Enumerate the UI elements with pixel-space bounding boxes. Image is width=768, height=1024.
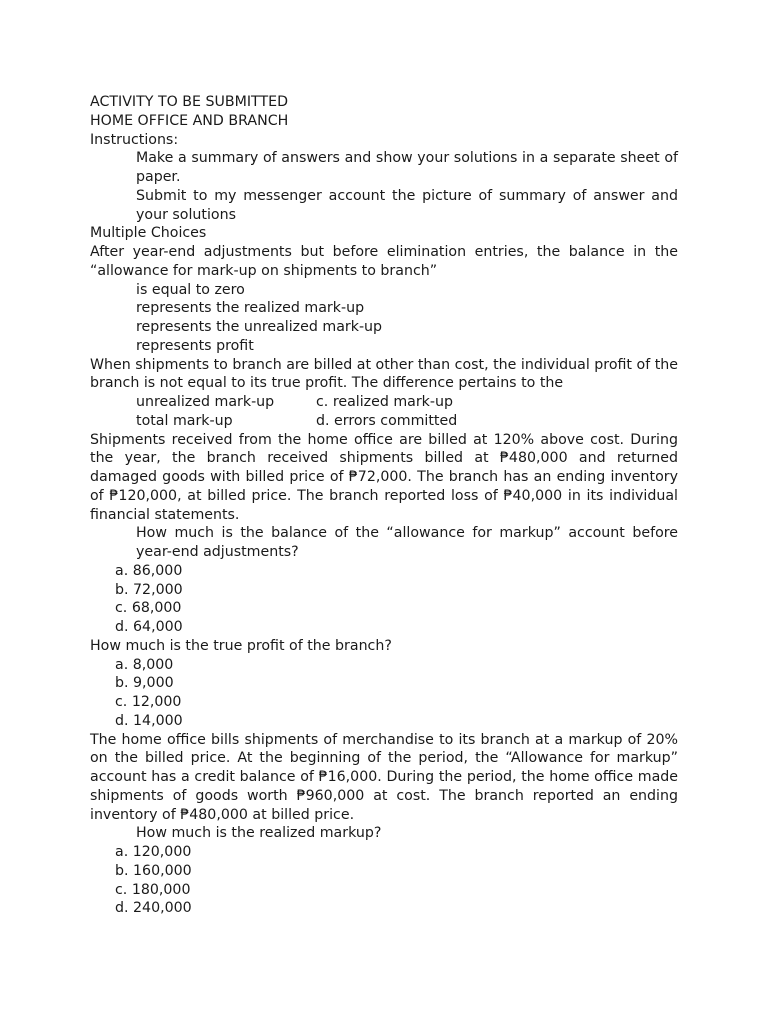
answer-option: represents the realized mark-up — [136, 300, 365, 317]
answer-option: b. 160,000 — [115, 862, 192, 879]
answer-option: a. 86,000 — [115, 562, 183, 579]
answer-option: represents the unrealized mark-up — [136, 319, 383, 335]
answer-option: b. 9,000 — [115, 675, 174, 692]
question-text: How much is the balance of the “allowance for markup” account before year-end adjustments? — [136, 525, 678, 560]
answer-option: d. errors committed — [316, 412, 458, 429]
instructions-label: Instructions: — [90, 131, 179, 148]
answer-option: represents profit — [136, 337, 254, 354]
question-text: When shipments to branch are billed at other than cost, the individual profit of the branch is not equal to its true profit. The difference pertains to the — [90, 356, 678, 392]
answer-option: total mark-up — [136, 412, 233, 429]
problem-text: Shipments received from the home office are billed at 120% above cost. During the year, the branch received shipments billed at ₱480,000 and returned damaged goods with billed price of ₱72,000. The branch has an ending inventory of ₱120,000, at billed price. The branch reported loss of ₱40,000 in its individual financial statements. — [90, 431, 678, 523]
answer-option: is equal to zero — [136, 281, 245, 298]
section-label: Multiple Choices — [90, 225, 207, 242]
question-text: How much is the realized markup? — [136, 825, 382, 842]
problem-text: The home office bills shipments of merchandise to its branch at a markup of 20% on the billed price. At the beginning of the period, the “Allowance for markup” account has a credit balance of ₱16,000. During the period, the home office made shipments of goods worth ₱960,000 at cost. The branch reported an ending inventory of ₱480,000 at billed price. — [90, 731, 678, 823]
answer-option: unrealized mark-up — [136, 394, 275, 410]
question-text: After year-end adjustments but before elimination entries, the balance in the “allowance for mark-up on shipments to branch” — [90, 244, 678, 279]
answer-option: d. 14,000 — [115, 712, 183, 729]
document-subtitle: HOME OFFICE AND BRANCH — [90, 112, 289, 129]
answer-option: a. 8,000 — [115, 656, 174, 673]
document-page — [90, 93, 678, 918]
answer-option: c. 180,000 — [115, 881, 191, 898]
answer-option: c. 12,000 — [115, 694, 182, 710]
instruction-item: Make a summary of answers and show your solutions in a separate sheet of paper. — [136, 150, 678, 185]
answer-option: d. 240,000 — [115, 900, 192, 917]
answer-option: a. 120,000 — [115, 844, 192, 860]
answer-option-row — [90, 393, 678, 412]
answer-option: c. realized mark-up — [316, 394, 454, 410]
answer-option: b. 72,000 — [115, 581, 183, 598]
answer-option-row — [90, 412, 678, 431]
question-text: How much is the true profit of the branch? — [90, 637, 392, 654]
document-title: ACTIVITY TO BE SUBMITTED — [90, 94, 289, 110]
answer-option: c. 68,000 — [115, 600, 182, 617]
instruction-item: Submit to my messenger account the picture of summary of answer and your solutions — [136, 187, 678, 223]
answer-option: d. 64,000 — [115, 619, 183, 635]
